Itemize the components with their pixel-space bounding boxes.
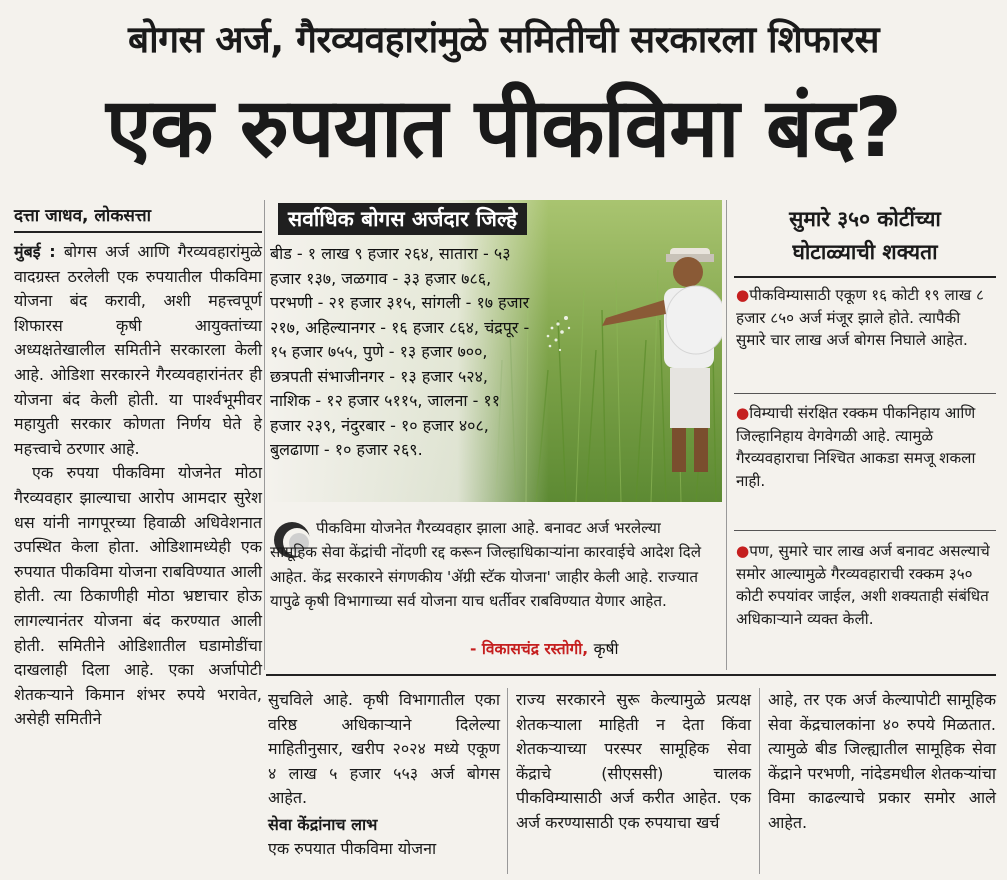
dateline: मुंबई : <box>14 242 56 261</box>
kicker-heading: बोगस अर्ज, गैरव्यवहारांमुळे समितीची सरकारला शिफारस <box>128 18 879 61</box>
districts-list-text: बीड - १ लाख ९ हजार २६४, सातारा - ५३ हजार १३७, जळगाव - ३३ हजार ७८६, परभणी - २१ हजार ३१५, सांगली - १७ हजार २१७, अहिल्यानगर - १६ हजार ८६४, चंद्रपूर - १५ हजार ७५५, पुणे - १३ हजार ७००, छत्रपती संभाजीनगर - १३ हजार ५२४, नाशिक - १२ हजार ५११५, जालना - ११ हजार २३९, नंदुरबार - १० हजार ४०८, बुलढाणा - १० हजार २६९. <box>270 244 530 459</box>
sidebar-divider <box>734 530 996 531</box>
main-article-column <box>14 240 262 732</box>
sidebar-divider <box>734 393 996 394</box>
quote-author-name: विकासचंद्र रस्तोगी, <box>481 640 589 658</box>
column-divider <box>759 688 760 874</box>
bottom-column-2 <box>268 688 500 862</box>
sidebar-heading <box>734 203 996 269</box>
bullet-icon: ● <box>736 286 750 304</box>
bottom-col2-text: सुचविले आहे. कृषी विभागातील एका वरिष्ठ अधिकाऱ्याने दिलेल्या माहितीनुसार, खरीप २०२४ मध्ये एकूण ४ लाख ५ हजार ५५३ अर्ज बोगस आहेत. <box>268 690 500 807</box>
quote-author <box>470 637 619 659</box>
column-divider <box>507 688 508 874</box>
sidebar-bullet-text: पण, सुमारे चार लाख अर्ज बनावट असल्याचे समोर आल्यामुळे गैरव्यवहाराची रक्कम ३५० कोटी रुपयांवर जाईल, अशी शक्यताही संबंधित अधिकाऱ्याने व्यक्त केली. <box>736 542 990 628</box>
sidebar-heading-line-2: घोटाळ्याची शक्यता <box>792 240 938 264</box>
official-quote: पीकविमा योजनेत गैरव्यवहार झाला आहे. बनावट अर्ज भरलेल्या सामूहिक सेवा केंद्रांची नोंदणी रद्द करून जिल्हाधिकाऱ्यांना कारवाईचे आदेश दिले आहेत. केंद्र सरकारने संगणकीय 'ॲग्री स्टॅक योजना' जाहीर केली आहे. राज्यात यापुढे कृषी विभागाच्या सर्व योजना याच धर्तीवर राबविण्यात येणार आहेत. <box>270 519 701 610</box>
article-paragraph-2: एक रुपया पीकविमा योजनेत मोठा गैरव्यवहार झाल्याचा आरोप आमदार सुरेश धस यांनी नागपूरच्या हिवाळी अधिवेशनात उपस्थित केला होता. ओडिशामध्येही एक रुपयात पीकविमा योजना राबविण्यात आली होती. त्या ठिकाणीही मोठा भ्रष्टाचार होऊ लागल्यानंतर योजना बंद करण्यात आली होती. समितीने ओडिशातील घडामोडींचा दाखलाही दिला आहे. एका अर्जापोटी शेतकऱ्याने किमान शंभर रुपये भरावेत, असेही समितीने <box>14 463 262 729</box>
bottom-col4-text: आहे, तर एक अर्ज केल्यापोटी सामूहिक सेवा केंद्रचालकांना ४० रुपये मिळतात. त्यामुळे बीड जिल्ह्यातील सामूहिक सेवा केंद्राने परभणी, नांदेडमधील शेतकऱ्यांचा विमा काढल्याचे प्रकार समोर आले आहेत. <box>768 690 996 832</box>
article-paragraph-1 <box>14 240 262 461</box>
sidebar-bullet-text: पीकविम्यासाठी एकूण १६ कोटी १९ लाख ८ हजार ८५० अर्ज मंजूर झाले होते. त्यापैकी सुमारे चार लाख अर्ज बोगस निघाले आहेत. <box>736 286 984 350</box>
bottom-section-rule <box>266 674 996 676</box>
article-text-1: बोगस अर्ज आणि गैरव्यवहारांमुळे वादग्रस्त ठरलेली एक रुपयातील पीकविमा योजना बंद करावी, अशी महत्त्वपूर्ण शिफारस कृषी आयुक्तांच्या अध्यक्षतेखालील समितीने सरकारला केली आहे. ओडिशा सरकारने गैरव्यवहारांनंतर ही योजना बंद केली होती. या पार्श्वभूमीवर महायुती सरकार कोणता निर्णय घेते हे महत्त्वाचे ठरणार आहे. <box>14 242 263 458</box>
sidebar-bullet-3 <box>736 540 994 630</box>
sidebar-rule <box>734 276 996 278</box>
districts-box-title: सर्वाधिक बोगस अर्जदार जिल्हे <box>278 203 527 235</box>
bottom-col3-text: राज्य सरकारने सुरू केल्यामुळे प्रत्यक्ष शेतकऱ्याला माहिती न देता किंवा शेतकऱ्याच्या परस्पर सामूहिक सेवा केंद्राचे (सीएससी) चालक पीकविम्यासाठी अर्ज करीत आहेत. एक अर्ज करण्यासाठी एक रुपयाचा खर्च <box>516 690 751 832</box>
byline: दत्ता जाधव, लोकसत्ता <box>14 203 262 233</box>
sidebar-bullet-text: विम्याची संरक्षित रक्कम पीकनिहाय आणि जिल्हानिहाय वेगवेगळी आहे. त्यामुळे गैरव्यवहाराचा निश्चित आकडा समजू शकला नाही. <box>736 404 976 490</box>
subheading: सेवा केंद्रांनाच लाभ <box>268 814 378 834</box>
quote-author-dept: कृषी <box>593 640 619 658</box>
bottom-column-3 <box>516 688 751 835</box>
sidebar-heading-line-1: सुमारे ३५० कोटींच्या <box>789 207 941 231</box>
main-headline: एक रुपयात पीकविमा बंद? <box>106 81 901 176</box>
bullet-icon: ● <box>736 542 750 560</box>
quote-dash: - <box>470 640 477 658</box>
column-divider <box>264 200 265 670</box>
bottom-column-4 <box>768 688 996 835</box>
sidebar-bullet-1 <box>736 284 994 352</box>
bullet-icon: ● <box>736 404 750 422</box>
sidebar-bullet-2 <box>736 402 994 492</box>
bottom-col2-text-2: एक रुपयात पीकविमा योजना <box>268 839 437 858</box>
column-divider <box>726 200 727 670</box>
